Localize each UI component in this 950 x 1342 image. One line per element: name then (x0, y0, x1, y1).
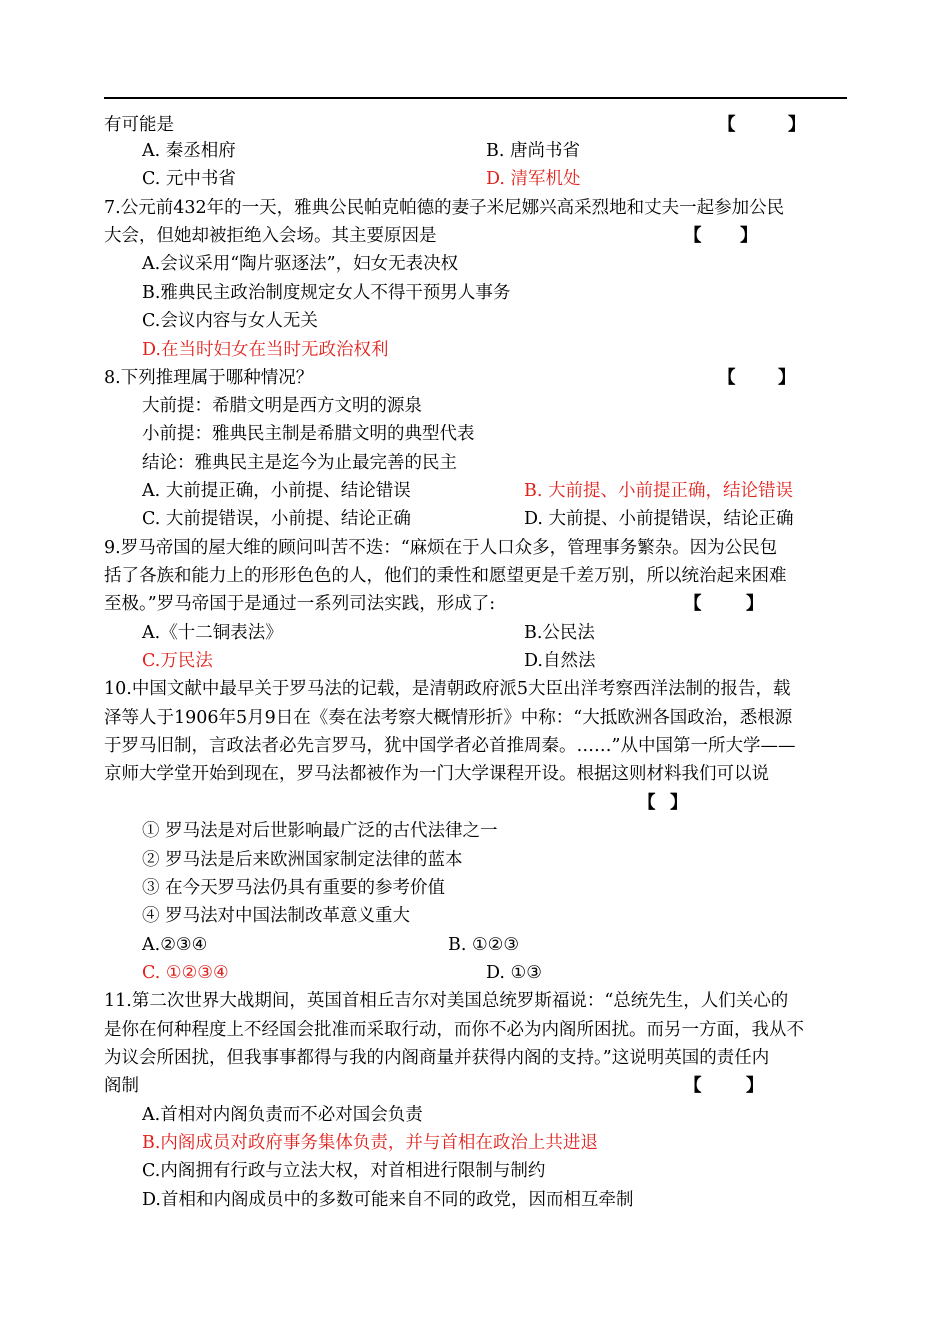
q11-stem-line-3: 为议会所困扰，但我事事都得与我的内阁商量并获得内阁的支持。”这说明英国的责任内 (104, 1048, 770, 1068)
q10-option-b: B. ①②③ (448, 935, 520, 955)
q10-statement-2: ② 罗马法是后来欧洲国家制定法律的蓝本 (142, 850, 463, 870)
q9-stem-line-2: 括了各族和能力上的形形色色的人，他们的秉性和愿望更是千差万别，所以统治起来困难 (104, 566, 787, 586)
q10-stem-line-1: 10.中国文献中最早关于罗马法的记载，是清朝政府派5大臣出洋考察西洋法制的报告，载 (104, 679, 791, 699)
q8-option-c: C. 大前提错误，小前提、结论正确 (142, 509, 411, 529)
q8-minor-premise: 小前提：雅典民主制是希腊文明的典型代表 (142, 424, 475, 444)
q11-option-d: D.首相和内阁成员中的多数可能来自不同的政党，因而相互牵制 (142, 1190, 634, 1210)
q7-stem-line-1: 7.公元前432年的一天，雅典公民帕克帕德的妻子米尼娜兴高采烈地和丈夫一起参加公民 (104, 198, 785, 218)
q11-option-b-answer: B.内阁成员对政府事务集体负责，并与首相在政治上共进退 (142, 1133, 598, 1153)
q10-answer-bracket-close: 】 (670, 793, 688, 813)
q10-stem-line-2: 泽等人于1906年5月9日在《奏在法考察大概情形折》中称：“大抵欧洲各国政治，悉根源 (104, 708, 793, 728)
q9-option-c-answer: C.万民法 (142, 651, 213, 671)
q10-statement-1: ① 罗马法是对后世影响最广泛的古代法律之一 (142, 821, 498, 841)
q10-statement-3: ③ 在今天罗马法仍具有重要的参考价值 (142, 878, 446, 898)
q6-option-c: C. 元中书省 (142, 169, 236, 189)
q6-option-a: A. 秦丞相府 (142, 141, 236, 161)
q11-option-c: C.内阁拥有行政与立法大权，对首相进行限制与制约 (142, 1161, 546, 1181)
q8-stem: 8.下列推理属于哪种情况？ (104, 368, 314, 388)
q10-option-d: D. ①③ (486, 963, 542, 983)
q11-stem-line-4: 阁制 (104, 1076, 139, 1096)
q9-option-a: A.《十二铜表法》 (142, 623, 283, 643)
q10-answer-bracket-open: 【 (638, 793, 656, 813)
q8-option-a: A. 大前提正确，小前提、结论错误 (142, 481, 411, 501)
q7-answer-bracket-close: 】 (740, 226, 758, 246)
q9-stem-line-3: 至极。”罗马帝国于是通过一系列司法实践，形成了: (104, 594, 496, 614)
q6-answer-bracket-close: 】 (788, 115, 806, 135)
q9-option-b: B.公民法 (524, 623, 595, 643)
q9-option-d: D.自然法 (524, 651, 596, 671)
q8-answer-bracket-close: 】 (778, 368, 796, 388)
q10-option-a: A.②③④ (142, 935, 208, 955)
q11-option-a: A.首相对内阁负责而不必对国会负责 (142, 1105, 423, 1125)
q7-option-d-answer: D.在当时妇女在当时无政治权利 (142, 340, 389, 360)
q8-option-d: D. 大前提、小前提错误，结论正确 (524, 509, 794, 529)
q9-answer-bracket-open: 【 (684, 594, 702, 614)
q8-answer-bracket-open: 【 (718, 368, 736, 388)
q7-answer-bracket-open: 【 (684, 226, 702, 246)
q8-conclusion: 结论：雅典民主是迄今为止最完善的民主 (142, 453, 457, 473)
q11-answer-bracket-open: 【 (684, 1076, 702, 1096)
q6-option-b: B. 唐尚书省 (486, 141, 580, 161)
q7-option-c: C.会议内容与女人无关 (142, 311, 318, 331)
q7-option-b: B.雅典民主政治制度规定女人不得干预男人事务 (142, 283, 511, 303)
q6-option-d-answer: D. 清军机处 (486, 169, 581, 189)
q11-answer-bracket-close: 】 (746, 1076, 764, 1096)
q10-stem-line-4: 京师大学堂开始到现在，罗马法都被作为一门大学课程开设。根据这则材料我们可以说 (104, 764, 769, 784)
header-rule (104, 97, 847, 99)
q10-stem-line-3: 于罗马旧制，言政法者必先言罗马，犹中国学者必首推周秦。……”从中国第一所大学—— (104, 736, 796, 756)
q6-answer-bracket-open: 【 (718, 115, 736, 135)
q10-statement-4: ④ 罗马法对中国法制改革意义重大 (142, 906, 411, 926)
q8-option-b-answer: B. 大前提、小前提正确，结论错误 (524, 481, 793, 501)
q6-stem-tail: 有可能是 (104, 115, 174, 135)
q8-major-premise: 大前提：希腊文明是西方文明的源泉 (142, 396, 422, 416)
q7-option-a: A.会议采用“陶片驱逐法”，妇女无表决权 (142, 254, 459, 274)
q9-stem-line-1: 9.罗马帝国的屋大维的顾问叫苦不迭：“麻烦在于人口众多，管理事务繁杂。因为公民包 (104, 538, 778, 558)
q9-answer-bracket-close: 】 (746, 594, 764, 614)
q11-stem-line-1: 11.第二次世界大战期间，英国首相丘吉尔对美国总统罗斯福说：“总统先生，人们关心的 (104, 991, 789, 1011)
q10-option-c-answer: C. ①②③④ (142, 963, 229, 983)
q7-stem-line-2: 大会，但她却被拒绝入会场。其主要原因是 (104, 226, 437, 246)
q11-stem-line-2: 是你在何种程度上不经国会批准而采取行动，而你不必为内阁所困扰。而另一方面，我从不 (104, 1020, 804, 1040)
